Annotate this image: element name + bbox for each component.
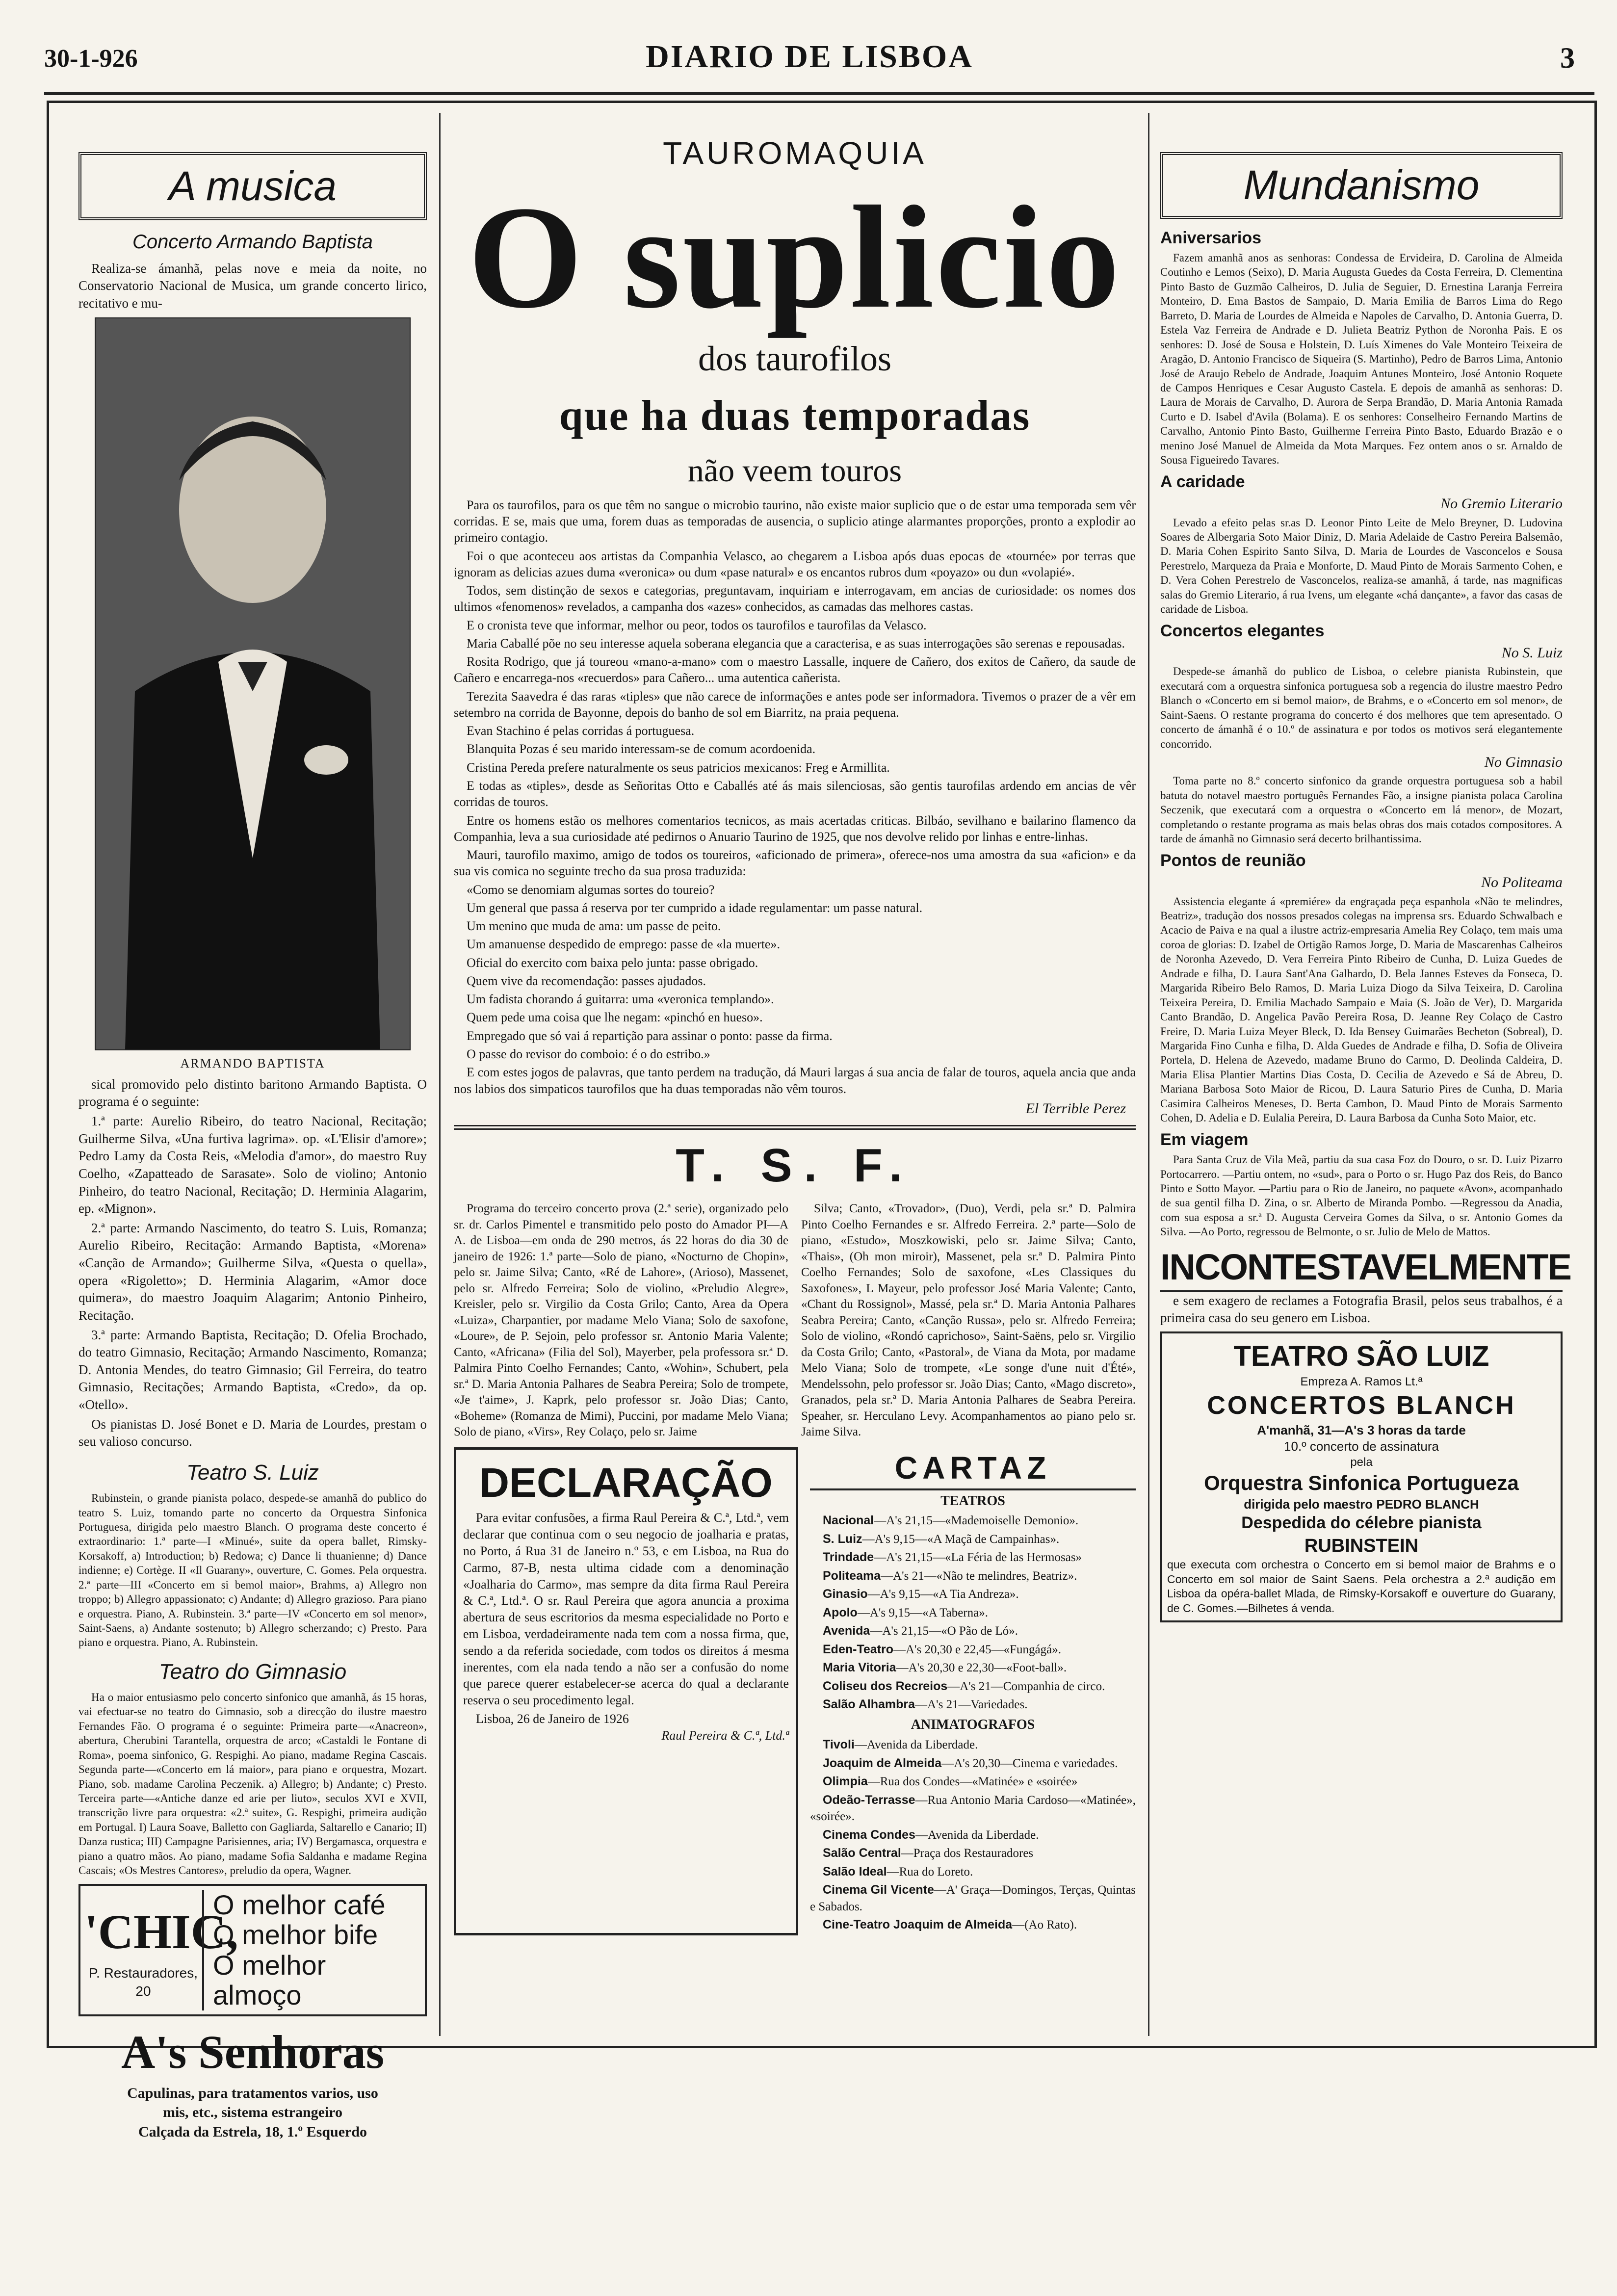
bullfight-article-body [454,497,1136,1097]
teatro-listing [810,1678,1136,1695]
article-paragraph: Um general que passa á reserva por ter cumprido a idade regulamentar: um passe natural. [467,900,923,915]
programme-part-2: 2.ª parte: Armando Nascimento, do teatro S. Luis, Romanza; Aurelio Ribeiro, Recitação: Armando Baptista, «Morena» «Canção de Armando»; Guilherme Silva, «Questa o quella», opera «Rigoletto»; D. Herminia Alagarim, «Amor doce quimera», do maestro Joaquim Alagarim; Antonio Pinheiro, Recitação. [78,1220,427,1323]
subhead-teatro-gimnasio: Teatro do Gimnasio [158,1659,347,1684]
cartaz-listing [810,1447,1136,1935]
incontestavelmente-advertisement [1160,1244,1571,1327]
cinema-listing-details: —Avenida da Liberdade. [854,1738,978,1752]
teatro-listing [810,1549,1136,1566]
concertos-sluiz-text: Despede-se ámanhã do publico de Lisboa, o celebre pianista Rubinstein, que executará com a orquestra sinfonica portuguesa sob a regencia do ilustre maestro Pedro Blanch o «Concerto em si bemol maior», de Brahms, e o «Concerto em sol menor», de Saint-Saens. O restante programa do concerto é dos melhores que tem apresentado. O concerto de ámanhã é o 10.º de assinatura e por todos os motivos será elegantemente concorrido. [1160,665,1563,750]
pontos-text: Assistencia elegante á «premiére» da engraçada peça espanhola «Não te melindres, Beatriz», tradução dos nossos presados colegas na imprensa srs. Eduardo Schwalbach e Acacio de Paiva e na qual a ilustre actriz-empresaria Amelia Rey Colaço, tem mais uma coroa de glorias: D. Izabel de Ortigão Ramos Jorge, D. Maria de Mascarenhas Calheiros de Noronha Azevedo, D. Vera Ferreira Pinto Ribeiro de Cunha, D. Luiza Guedes de Andrade e filha, D. Laura Sant'Ana Galhardo, D. Bela Jannes Esteves da Fonseca, D. Margarida Ribeiro Belo Ramos, D. Maria Luiza Diogo da Silva Teixeira, D. Carolina Teixeira Pereira, D. Emilia Machado Sampaio e Maia (S. João de Ver), D. Margarida Canto Brandão, D. Angelica Pavão Pereira Rosa, D. Jeanne Rey Colaço de Castro Freire, D. Maria Luiza Meyer Bleck, D. Ida Bensey Guimarães Becheton (Sobreal), D. Margarida Fino Cunha e filha, D. Alda Guedes de Andrade e filha, D. Sofia de Oliveira Portela, D. Helena de Azevedo, madame Bruno do Carmo, D. Deolinda Caldeira, D. Maria Elisa Plantier Martins Dias Costa, D. Cecilia de Azevedo e Sá de Abreu, D. Mariana Barbosa Soto Maior de Ricou, D. Laura Saturio Pires de Cunha, D. Maria Casimira Calheiros Meneses, D. Berta Cambon, D. Maud Pinto de Morais Sarmento Cohen, D. Adelia e D. Eulalia Pereira, D. Laura Barbosa da Cunha Soto Maior, etc. [1160,895,1563,1124]
teatro-listing [810,1696,1136,1713]
cinema-listing [810,1755,1136,1772]
teatro-listing-details: —A's 21—Variedades. [915,1698,1028,1712]
masthead: DIARIO DE LISBOA [646,39,973,75]
article-paragraph: Quem vive da recomendação: passes ajudados. [467,973,706,988]
teatro-listing-details: —A's 21—Companhia de circo. [947,1679,1105,1693]
cinema-listing [810,1917,1136,1933]
aniversarios-text: Fazem amanhã anos as senhoras: Condessa de Ervideira, D. Carolina de Almeida Coutinho e Lemos (Seixo), D. Maria Augusta Guedes da Costa Ferreira, D. Clementina Pinto Basto de Guzmão Calheiros, D. Julia de Seguier, D. Ernestina Laranja Ferreira Monteiro, D. Ema Bastos de Sampaio, D. Maria Emilia de Barros Lima do Rego Barreto, D. Maria de Lourdes de Almeida e Napoles de Carvalho, D. Antonia Guerra, D. Estela Vaz Ferreira de Andrade e D. Julieta Beatriz Python de Noronha Pais. E os senhores: D. José de Sousa e Holstein, D. Luís Ximenes do Vale Monteiro Teixeira de Aragão, D. Antonio Francisco de Siqueira (S. Martinho), Pedro de Barros Lima, Antonio José de Araujo Rebelo de Andrade, Joaquim Antunes Monteiro, José Antonio Roquete de Campos Henriques e Cesar Augusto Castela. E depois de amanhã as senhoras: D. Laura de Morais de Carvalho, D. Aurora de Serpa Brandão, D. Maria Antonia Ramada Curto e D. Isabel d'Avila (Bolama). E os senhores: Conselheiro Fernando Martins de Carvalho, Antonio Pinto Basto, Guilherme Ferreira Pinto Basto, Eduardo Brazão e o menino José Manuel de Almeida da Mota Marques. Fez ontem anos o sr. Arnaldo de Sousa Figueiredo Tavares. [1160,252,1563,467]
teatros-heading: TEATROS [940,1493,1005,1509]
cinema-listing-details: —Rua Antonio Maria Cardoso—«Matinée», «soirée». [810,1793,1136,1824]
teatro-listing [810,1586,1136,1603]
chic-brand: 'CHIC, [84,1904,238,1959]
cinema-listing-venue: Tivoli [823,1738,855,1752]
cinema-listing-details: —A' Graça—Domingos, Terças, Quintas e Sabados. [810,1883,1136,1913]
article-paragraph: Foi o que aconteceu aos artistas da Companhia Velasco, ao chegarem a Lisboa após duas epocas de «tournée» por terras que ignoram as delicias azues duma «veronica» ou dum «pase natural» e os encantos rubros dum «poyazo» ou dun «volapié». [454,548,1136,579]
teatro-listing-venue: Maria Vitoria [823,1661,896,1675]
cinema-listing-details: —Rua dos Condes—«Matinée» e «soirée» [867,1775,1078,1789]
teatro-listing-details: —A's 9,15—«A Maçã de Campainhas». [862,1532,1060,1546]
sao-luiz-line-8: Despedida do célebre pianista [1241,1513,1482,1533]
concertos-gimnasio-text: Toma parte no 8.º concerto sinfonico da grande orquestra portuguesa sob a habil batuta do notavel maestro português Fernandes Fão, a insigne pianista polaca Carolina Seczenik, que executará com a orquestra o «Concerto em lá menor», de Mozart, completando o restante programa as mais belas obras dos mais cotados compositores. A tarde de ámanhã no Gimnasio será decerto brilhantissima. [1160,775,1563,845]
article-paragraph: Mauri, taurofilo maximo, amigo de todos os toureiros, «aficionado de primera», oferece-nos uma amostra da sua «aficion» e da sua vis comica no seguinte trecho da sua prosa traduzida: [454,848,1136,879]
caridade-venue: No Gremio Literario [1440,496,1563,512]
article-paragraph: Um menino que muda de ama: um passe de peito. [467,919,721,934]
teatro-listing-venue: Avenida [823,1624,870,1638]
sao-luiz-line-3: A'manhã, 31—A's 3 horas da tarde [1257,1423,1466,1438]
incontestavelmente-title: INCONTESTAVELMENTE [1160,1244,1563,1293]
programme-pianists: Os pianistas D. José Bonet e D. Maria de Lourdes, prestam o seu valioso concurso. [78,1416,427,1449]
cinema-listing [810,1882,1136,1915]
teatro-listing-venue: Coliseu dos Recreios [823,1679,948,1693]
teatro-listing [810,1568,1136,1585]
chic-line-cafe: O melhor café [213,1889,386,1920]
page-header [44,34,1575,78]
teatro-listing-venue: Politeama [823,1568,881,1583]
article-paragraph: E o cronista teve que informar, melhor ou peor, todos os taurofilos e taurofilas da Velasco. [467,618,927,632]
declaracao-signed: Raul Pereira & C.ª, Ltd.ª [661,1728,789,1743]
column-divider-right [1148,113,1149,2036]
article-paragraph: Oficial do exercito com baixa pelo junta: passe obrigado. [467,955,758,970]
article-paragraph: Um amanuense despedido de emprego: passe de «la muerte». [467,937,780,952]
teatro-listing [810,1660,1136,1676]
headline-deck-3: não veem touros [687,452,902,489]
teatro-listing [810,1642,1136,1658]
article-paragraph: Todos, sem distinção de sexos e categorias, preguntavam, inquiriam e interrogavam, em ancias de curiosidade: os nomes dos ultimos «fenomenos» revelados, a campanha dos «azes» conhecidos, as camadas das melhores castas. [454,583,1136,614]
article-signature: El Terrible Perez [1025,1100,1126,1117]
issue-date: 30-1-926 [44,45,138,73]
cinema-listing [810,1864,1136,1880]
senhoras-advertisement [78,2021,427,2142]
headline-deck-1: dos taurofilos [698,339,891,379]
article-paragraph: E com estes jogos de palavras, que tanto perdem na tradução, dá Mauri largas á sua ancia de falar de touros, aquela ancia que anda nos labios dos simpaticos taurofilos que ha duas temporadas não vêm touros. [454,1065,1136,1096]
cinema-listing-details: —A's 20,30—Cinema e variedades. [941,1756,1118,1770]
pontos-venue: No Politeama [1481,874,1563,891]
subhead-concertos: Concertos elegantes [1160,621,1325,640]
tsf-section [454,1125,1136,1440]
animatografos-heading: ANIMATOGRAFOS [911,1717,1035,1732]
cinema-listing-venue: Cine-Teatro Joaquim de Almeida [823,1918,1013,1932]
teatro-gimnasio-text: Ha o maior entusiasmo pelo concerto sinfonico que amanhã, ás 15 horas, vai efectuar-se no teatro do Gimnasio, sob a direcção do ilustre maestro Fernandes Fão. O programa é o seguinte: Primeira parte—«Anacreon», abertura, Cherubini Tarantella, orquestra de arco; «Castaldi le Fontane di Roma», poema sinfonico, G. Respighi. Ao piano, madame Regina Cascais. Segunda parte—«Concerto em lá maior», para piano e orquestra, Mozart. Piano, sob. madame Carolina Peczenik. a) Allegro; b) Andante; c) Presto. Terceira parte—«Antiche danze ed arie per liuto», seculos XVI e XVII, transcrição livre para orquestra: «2.ª suite», G. Respighi, primeira audição em Portugal. I) Laura Soave, Balletto con Gagliarda, Saltarello e Canario; II) Danza rustica; III) Campagne Parisiennes, aria; IV) Bergamasca, orquestra e piano a quatro mãos. Ao piano, madame Sofia Saldanha e madame Regina Cascais; «Os Mestres Cantores», preludio da opera, Wagner. [78,1691,427,1877]
teatro-listing-details: —A's 9,15—«A Tia Andreza». [867,1588,1019,1601]
cinema-listing-venue: Salão Ideal [823,1864,887,1879]
center-column [454,132,1136,2036]
sao-luiz-line-2: CONCERTOS BLANCH [1207,1391,1516,1420]
incontestavelmente-text: e sem exagero de reclames a Fotografia Brasil, pelos seus trabalhos, é a primeira casa do seu genero em Lisboa. [1160,1293,1563,1325]
teatro-listing-venue: Ginasio [823,1587,868,1601]
senhoras-line-2: mis, etc., sistema estrangeiro [162,2104,342,2121]
article-intro: Realiza-se ámanhã, pelas nove e meia da noite, no Conservatorio Nacional de Musica, um grande concerto lirico, recitativo e mu- [78,261,427,311]
article-paragraph: E todas as «tiples», desde as Señoritas Otto e Caballés até ás mais silenciosas, são gentis taurofilas ardendo em ancias de vêr corridas de touros. [454,779,1136,809]
cinema-listing-venue: Joaquim de Almeida [823,1756,942,1770]
portrait-caption: ARMANDO BAPTISTA [180,1056,325,1070]
subhead-teatro-sluiz: Teatro S. Luiz [186,1460,319,1485]
article-paragraph: Um fadista chorando á guitarra: uma «veronica templando». [467,992,774,1007]
teatro-listing [810,1513,1136,1529]
teatro-listing-venue: Nacional [823,1513,874,1528]
subhead-em-viagem: Em viagem [1160,1130,1249,1149]
sao-luiz-advertisement [1160,1331,1563,1623]
section-kicker-tauromaquia: TAUROMAQUIA [663,135,927,171]
concertos-venue-sluiz: No S. Luiz [1501,645,1563,661]
teatro-listing-details: —A's 20,30 e 22,45—«Fungágá». [893,1643,1061,1656]
teatro-listing-details: —A's 21—«Não te melindres, Beatriz». [881,1569,1077,1583]
sao-luiz-line-9: RUBINSTEIN [1304,1535,1419,1556]
teatro-listing-venue: Apolo [823,1605,858,1619]
tsf-programme-part-b: Silva; Canto, «Trovador», (Duo), Verdi, pela sr.ª D. Palmira Pinto Coelho Fernandes e sr. Alfredo Ferreira. 2.ª parte—Solo de piano, «Estudo», Moszkowiski, pelo sr. Jaime Silva; Canto, «Thais», (Oh mon miroir), Massenet, pela sr.ª D. Palmira Pinto Coelho Fernandes; Solo de saxofone, «Les Classiques du Saxofones», L Mayeur, pelo professor José Maria Valente; Canto, «Chant du Rossignol», Massé, pela sr.ª D. Maria Antonia Palhares Seabra Pereira; Canto, «Canção Russa», pelo sr. Alfredo Ferreira; Solo de violino, «Rondó caprichoso», Saint-Saëns, pelo sr. Virgilio da Costa Grilo; Canto, «Pastoral», de Viana da Mota, por madame Melo Viana; Solo de trompete, «Le songe d'une nuit d'Été», Mendelssohn, pelo professor sr. João Dias; Canto, «Mago discreto», Granados, pela sr.ª D. Maria Antonia Palhares de Seabra Pereira. Speaher, sr. Herculano Levy. Acompanhamentos ao piano pelo sr. Jaime Silva. [801,1202,1136,1439]
article-paragraph: Evan Stachino é pelas corridas á portuguesa. [467,724,695,738]
programme-part-1: 1.ª parte: Aurelio Ribeiro, do teatro Nacional, Recitação; Guilherme Silva, «Una furtiva lagrima». op. «L'Elisir d'amore»; Pedro Lamy da Costa Reis, «Melodia d'amor», do maestro Ruy Coelho, «Zapatteado de Sarasate». Solo de violino; Antonio Pinheiro, do teatro Nacional, Recitação; D. Herminia Alagarim, ep. «Mignon». [78,1114,427,1216]
portrait-photo [95,317,411,1050]
programme-part-3: 3.ª parte: Armando Baptista, Recitação; D. Ofelia Brochado, do teatro Gimnasio, Recitação; Armando Nascimento, Romanza; D. Antonia Mendes, do teatro Gimnasio; Gil Ferreira, do teatro Gimnasio, Recitações; Armando Baptista, «Credo», da op. «Otello». [78,1327,427,1412]
cinema-listing [810,1792,1136,1825]
page-number: 3 [1560,42,1575,74]
cinema-listing-venue: Odeão-Terrasse [823,1793,915,1807]
cinema-listing-details: —(Ao Rato). [1012,1918,1077,1932]
cinema-listing-venue: Cinema Gil Vicente [823,1883,934,1897]
animatografos-list [810,1737,1136,1933]
teatro-listing [810,1623,1136,1640]
article-paragraph: Entre os homens estão os melhores comentarios tecnicos, as mais acertadas criticas. Bilbáo, sevilhano e bailarino flamenco da Companhia, leva a sua curiosidade até pedirnos o Anuario Taurino de 1925, que nos devolve relido por linhas e entre-linhas. [454,813,1136,844]
article-paragraph: Cristina Pereda prefere naturalmente os seus patricios mexicanos: Freg e Armillita. [467,760,890,775]
column-divider-left [439,113,441,2036]
subhead-pontos-reuniao: Pontos de reunião [1160,851,1306,870]
senhoras-line-1: Capulinas, para tratamentos varios, uso [127,2085,378,2101]
teatro-listing-venue: Salão Alhambra [823,1697,915,1712]
article-paragraph: Rosita Rodrigo, que já toureou «mano-a-mano» com o maestro Lassalle, inquere de Cañero, dos exitos de Cañero, da saude de Cañero e encarrega-nos «recuerdos» para Cañero... uma autentica cañerista. [454,654,1136,685]
article-paragraph: Para os taurofilos, para os que têm no sangue o microbio taurino, não existe maior suplicio que o de estar uma temporada sem vêr corridas. E se, mais que uma, forem duas as temporadas de ausencia, o suplicio atinge alarmantes proporções, pronto a explodir ao primeiro contagio. [454,497,1136,545]
article-paragraph: O passe do revisor do comboio: é o do estribo.» [467,1047,710,1061]
sao-luiz-title: TEATRO SÃO LUIZ [1233,1340,1489,1372]
cinema-listing-details: —Rua do Loreto. [887,1865,973,1879]
cinema-listing-venue: Salão Central [823,1846,901,1860]
article-paragraph: Terezita Saavedra é das raras «tiples» que não carece de informações e antes pode ser informadora. Tivemos o prazer de a vêr em setembro na corrida de Bayonne, depois do banho de sol em Biarritz, na praia pequena. [454,689,1136,720]
right-column [1160,147,1571,2031]
declaracao-notice [454,1447,798,1935]
sao-luiz-line-5: pela [1350,1455,1373,1469]
tsf-programme-part-a: Programa do terceiro concerto prova (2.ª serie), organizado pelo sr. dr. Carlos Pimentel e transmitido pelo posto do Amador PI—A A. de Lisboa—em onda de 290 metros, ás 22 horas do dia 30 de janeiro de 1926: 1.ª parte—Solo de piano, «Nocturno de Chopin», pelo sr. Jaime Silva; Canto, «Ré de Lahore», (Arioso), Massenet, pelo sr. Alfredo Ferreira; Solo de violino, «Preludio Alegre», Kreisler, pelo sr. Virgilio da Costa Grilo; Canto, Area da Opera «Luiza», Charpantier, por madame Melo Viana; Solo de saxofone, «Loure», de P. Sejoin, pelo professor sr. Antonio Maria Valente; Canto, «Africana» (Filia del Sol), Mayerber, pela professora sr.ª D. Palmira Pinto Coelho Fernandes; Canto, «Wohin», Schubert, pela sr.ª D. Maria Antonia Palhares de Seabra Pereira; Solo de trompete, «Je t'aime», J. Kaprk, pelo professor sr. João Dias; Canto, «Boheme» (Romanza de Mimi), Puccini, por madame Melo Viana; Solo de piano, «Virs», Rey Colaço, pelo sr. Jaime [454,1202,788,1439]
article-subtitle: Concerto Armando Baptista [132,231,373,253]
article-paragraph: Blanquita Pozas é seu marido interessam-se de comum acordoenida. [467,742,816,757]
declaracao-place-date: Lisboa, 26 de Janeiro de 1926 [476,1712,629,1726]
cinema-listing [810,1774,1136,1790]
cinema-listing [810,1737,1136,1753]
teatro-sluiz-text: Rubinstein, o grande pianista polaco, despede-se amanhã do publico do teatro S. Luiz, tomando parte no concerto da Orquestra Sinfonica Portuguesa, dirigida pelo maestro Blanch. O programa deste concerto é extraordinario: 1.ª parte—I «Minué», suite da opera ballet, Rimsky-Korsakoff, a) Introduction; b) Redowa; c) Dance li thuanienne; d) Dance indienne; e) Cortège. II «Il Guarany», ouverture, C. Gomes. Pela orquestra. 2.ª parte—III «Concerto em si bemol maior», Brahms, a) Allegro non troppo; b) Allegro appassionato; c) Andante; d) Allegro grazioso. Para piano e orquestra. Piano, A. Rubinstein. 3.ª parte—IV «Concerto em sol menor», Saint-Saens, a) Andante sostenuto; b) Allegro scherzando; c) Presto. Para piano e orquestra. Piano, A. Rubinstein. [78,1492,427,1649]
declaracao-text: Para evitar confusões, a firma Raul Pereira & C.ª, Ltd.ª, vem declarar que continua com o seu negocio de joalharia e pratas, no Porto, á Rua 31 de Janeiro n.º 53, e em Lisboa, na Rua do Carmo, 87-B, nesta ultima cidade com a denominação «Joalharia do Carmo», mas sempre da dita firma Raul Pereira & C.ª, Ltd.ª. O sr. Raul Pereira que agora anuncia a proxima abertura de seus escritorios da mesma especialidade no Porto e em Lisboa, verdadeiramente nada tem com a nossa firma, que, sendo a da referida sociedade, com todos os direitos á mesma inerentes, com ela nada tendo a não ser a confusão do nome que parece querer estabelecer-se acerca do qual a declarante reserva o seu procedimento legal. [463,1511,789,1708]
teatro-listing-details: —A's 21,15—«O Pão de Ló». [870,1624,1018,1638]
headline: O suplicio [468,176,1121,339]
senhoras-title: A's Senhoras [121,2026,385,2079]
section-title-mundanismo: Mundanismo [1160,152,1563,219]
caridade-text: Levado a efeito pelas sr.as D. Leonor Pinto Leite de Melo Breyner, D. Ludovina Soares de Albergaria Soto Maior Diniz, D. Maria Adelaide de Castro Pereira Balsemão, D. Maria Cohen Espirito Santo Silva, D. Maria de Lourdes de Vasconcelos e Sousa Perestrelo, Marqueza da Praia e Monforte, D. Maud Pinto de Morais Sarmento Cohen, e D. Vera Cohen Perestrelo de Vasconcelos, realiza-se amanhã, á tarde, nas magnificas salas do Gremio Literario, á rua Ivens, um elegante «chá dançante», a favor das casas de caridade de Lisboa. [1160,516,1563,616]
sao-luiz-line-7: dirigida pelo maestro PEDRO BLANCH [1244,1497,1479,1512]
senhoras-line-3: Calçada da Estrela, 18, 1.º Esquerdo [138,2123,367,2140]
chic-line-almoco: O melhor almoço [213,1949,326,2011]
declaracao-title: DECLARAÇÃO [479,1459,773,1506]
headline-deck-2: que ha duas temporadas [559,391,1031,440]
teatro-listing [810,1605,1136,1621]
chic-advertisement [78,1884,427,2016]
teatro-listing-details: —A's 9,15—«A Taberna». [857,1606,988,1619]
teatro-listing-venue: S. Luiz [823,1532,862,1546]
cinema-listing [810,1845,1136,1862]
chic-line-bife: O melhor bife [213,1919,378,1951]
cinema-listing-details: —Avenida da Liberdade. [915,1828,1039,1842]
concertos-venue-gimnasio: No Gimnasio [1484,754,1563,771]
teatro-listing-details: —A's 21,15—«Mademoiselle Demonio». [874,1514,1079,1528]
cinema-listing-venue: Olimpia [823,1774,868,1789]
section-title-musica: A musica [78,152,427,220]
viagem-text: Para Santa Cruz de Vila Meã, partiu da sua casa Foz do Douro, o sr. D. Luiz Pizarro Portocarrero. —Partiu ontem, no «sud», para o Porto o sr. Hugo Paz dos Reis, do Banco Pinto e Sotto Mayor. —Partiu para o Rio de Janeiro, no paquete «Avon», acompanhado de sua gentil filha D. Zina, o sr. Alberto de Miranda Pombo. —Regressou da Anadia, com sua esposa a sr.ª D. Augusta Cerveira Gomes da Silva, o sr. Antonio Gomes da Silva. —Ao Porto, regressou de Belmonte, o sr. Julio de Melo de Mattos. [1160,1153,1563,1238]
chic-address: P. Restauradores, 20 [88,1965,198,1999]
cinema-listing-venue: Cinema Condes [823,1827,915,1842]
subhead-aniversarios: Aniversarios [1160,228,1261,247]
teatro-listing-venue: Trindade [823,1550,874,1565]
teatro-listing-details: —A's 21,15—«La Féria de las Hermosas» [874,1551,1082,1565]
sao-luiz-line-1: Empreza A. Ramos Lt.ª [1300,1375,1423,1388]
sao-luiz-line-6: Orquestra Sinfonica Portugueza [1204,1471,1519,1495]
teatros-list [810,1513,1136,1713]
teatro-listing-venue: Eden-Teatro [823,1642,893,1656]
teatro-listing [810,1531,1136,1548]
cinema-listing [810,1827,1136,1844]
cartaz-title: CARTAZ [810,1447,1136,1490]
tsf-title: T. S. F. [676,1139,914,1192]
article-paragraph: Quem pede uma coisa que lhe negam: «pinchó en hueso». [467,1010,763,1025]
article-paragraph: «Como se denomiam algumas sortes do toureio? [467,882,715,897]
article-continuation: sical promovido pelo distinto baritono Armando Baptista. O programa é o seguinte: [78,1076,427,1109]
cinema-listing-details: —Praça dos Restauradores [901,1847,1034,1860]
article-paragraph: Empregado que só vai á repartição para assinar o ponto: passe da firma. [467,1028,833,1043]
subhead-caridade: A caridade [1160,472,1245,491]
sao-luiz-line-10: que executa com orchestra o Concerto em si bemol maior de Brahms e o Concerto em sol maior de Saint Saens. Pela orchestra a 2.ª audição em Lisboa da opéra-ballet Mlada, de Rimsky-Korsakoff e ouverture do Guarany, de C. Gomes.—Bilhetes á venda. [1167,1558,1556,1615]
left-column [78,147,427,2140]
sao-luiz-line-4: 10.º concerto de assinatura [1284,1439,1439,1454]
article-paragraph: Maria Caballé põe no seu interesse aquela soberana elegancia que a caracterisa, e as suas interrogações são serenas e repousadas. [467,636,1125,651]
header-rule [44,92,1594,95]
teatro-listing-details: —A's 20,30 e 22,30—«Foot-ball». [896,1661,1067,1675]
